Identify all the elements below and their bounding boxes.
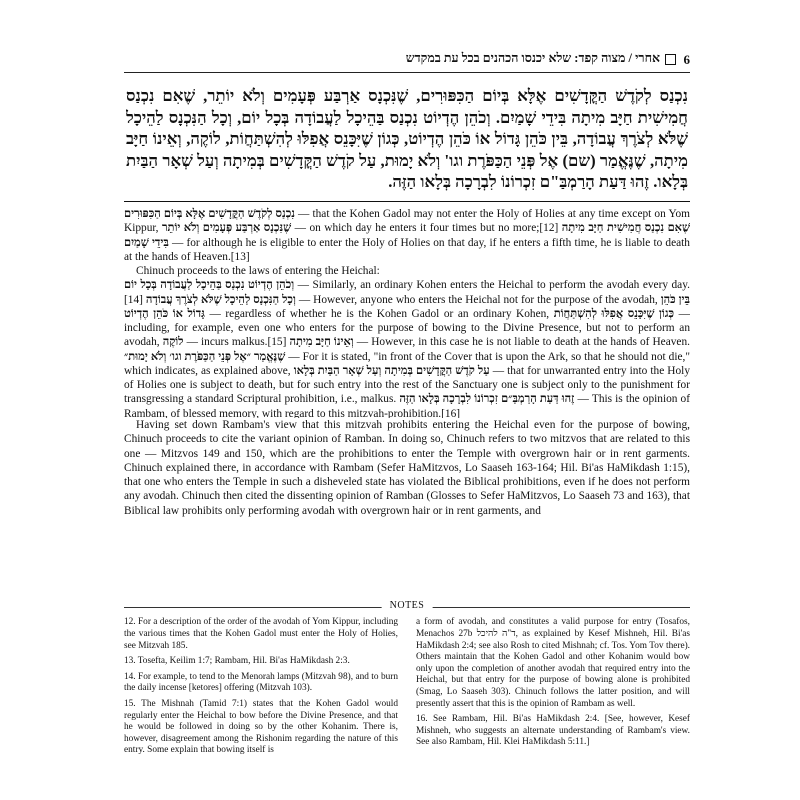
english-gloss: — that the Kohen Gadol may not enter the Holy of Holies at any time except on Yom Kippur, bbox=[124, 208, 690, 235]
footnote: 16. See Rambam, Hil. Bi'as HaMikdash 2:4. [See, however, Kesef Mishneh, who suggests an alternate understanding of Rambam's view. See also Rambam, Hil. Klei HaMikdash 5:11.] bbox=[416, 714, 690, 748]
running-title: אחרי / מצוה קפד: שלא יכנסו הכהנים בכל עת במקדש bbox=[405, 51, 660, 65]
footnote: 15. The Mishnah (Tamid 7:1) states that the Kohen Gadol would regularly enter the Heichal to bow before the Divine Presence, and that he would be followed in doing so by the other Kohanim. There is, however, disagreement among the Rishonim regarding the nature of this entry. Some explain that bowing itself is bbox=[124, 698, 398, 756]
footnote: 13. Tosefta, Keilim 1:7; Rambam, Hil. Bi'as HaMikdash 2:3. bbox=[124, 656, 350, 667]
square-box-icon bbox=[665, 54, 676, 65]
hebrew-phrase: שֶׁנִּכְנָס אַרְבַּע פְּעָמִים וְלֹא יוֹתֵר bbox=[161, 222, 292, 235]
english-commentary bbox=[124, 207, 690, 418]
hebrew-phrase: כְּגוֹן שֶׁיִּכָּנֵס אֲפִלּוּ לְהִשְׁתַּחֲוֹת bbox=[553, 307, 675, 320]
footnote: a form of avodah, and constitutes a valid purpose for entry (Tosafos, Menachos 27b ד"ה להיכל, as explained by Kesef Mishneh, Hil. Bi'as HaMikdash 2:4; see also Rosh to cited Mishnah; cf. Tos. Yom Tov there). Others maintain that the Kohen Gadol and other Kohanim would bow only upon the completion of another avodah that required entry into the Heichal, but that entry for the purpose of bowing alone is prohibited (Smag, Lo Saaseh 303). Chinuch follows the latter position, and will presently assert that this is the opinion of Rambam as well. bbox=[416, 617, 690, 709]
book-page bbox=[124, 50, 690, 770]
english-gloss: — regardless of whether he is the Kohen Gadol or an ordinary Kohen, bbox=[204, 307, 554, 320]
footnotes-left-column bbox=[124, 617, 398, 761]
hebrew-main-text: נִכְנַס לְקֹדֶשׁ הַקֳּדָשִׁים אֶלָּא בְּיוֹם הַכִּפּוּרִים, שֶׁנִּכְנָס אַרְבַּע פְּעָמִים וְלֹא יוֹתֵר, שֶׁאִם נִכְנַס חֲמִישִׁית חַיָּב מִיתָה בִּידֵי שָׁמַיִם. וְכֹהֵן הֶדְיוֹט נִכְנַס בַּהֵיכָל לַעֲבוֹדָה בְּכָל יוֹם, וְכָל הַנִּכְנָס לַהֵיכָל שֶׁלֹּא לְצֹרֶךְ עֲבוֹדָה, בֵּין כֹּהֵן גָּדוֹל אוֹ כֹּהֵן הֶדְיוֹט, כְּגוֹן שֶׁיִּכָּנֵס אֲפִלּוּ לְהִשְׁתַּחֲוֹת, לוֹקֶה, וְאֵינוֹ חַיָּב מִיתָה, שֶׁנֶּאֱמַר (שם) אֶל פְּנֵי הַכַּפֹּרֶת וגו' וְלֹא יָמוּת, עַל קֹדֶשׁ הַקֳּדָשִׁים בְּמִיתָה וְעַל שְׁאָר הַבַּיִת בְּלָאו. זֶהוּ דַּעַת הָרַמְבַּ"ם זִכְרוֹנוֹ לִבְרָכָה בְּלָאו הַזֶּה. bbox=[126, 86, 688, 191]
hebrew-phrase: זֶהוּ דַּעַת הָרַמְבַּ״ם זִכְרוֹנוֹ לִבְרָכָה בְּלָאו הַזֶּה bbox=[399, 393, 575, 406]
hebrew-phrase: וְכֹהֵן הֶדְיוֹט נִכְנַס בַּהֵיכָל לַעֲבוֹדָה בְּכָל יוֹם bbox=[124, 279, 295, 292]
overview-paragraph: Having set down Rambam's view that this mitzvah prohibits entering the Heichal even for the purpose of bowing, Chinuch proceeds to cite the variant opinion of Ramban. In doing so, Chinuch refers to two mitzvos that are related to this one — Mitzvos 149 and 150, which are the prohibitions to enter the Temple with overgrown hair or in rent garments. Chinuch explained there, in accordance with Rambam (Sefer HaMitzvos, Lo Saaseh 163-164; Hil. Bi'as HaMikdash 1:15), that one who enters the Temple in such a disheveled state has violated the Biblical prohibitions, even if he does not perform any avodah. Chinuch then cited the dissenting opinion of Ramban (Glosses to Sefer HaMitzvos, Lo Saaseh 73 and 163), that Biblical law prohibits only performing avodah with overgrown hair or in rent garments, and bbox=[124, 419, 690, 517]
english-gloss: — that for unwarranted entry into the Holy of Holies one is subject to death, but for such entry into the rest of the Sanctuary one is subject only to the punishment for transgressing a standard Scriptural prohibition, i.e., malkus. bbox=[124, 364, 690, 406]
hebrew-phrase: נִכְנַס לְקֹדֶשׁ הַקֳּדָשִׁים אֶלָּא בְּיוֹם הַכִּפּוּרִים bbox=[124, 208, 295, 220]
footnotes bbox=[124, 617, 690, 761]
english-gloss: — incurs malkus.[15] bbox=[183, 336, 290, 349]
english-gloss: — Similarly, an ordinary Kohen enters the Heichal to perform the avodah every day.[14] bbox=[124, 279, 690, 306]
english-gloss: — including, for example, even one who enters for the purpose of bowing to the Divine Presence, but not to perform an avodah, bbox=[124, 307, 690, 349]
english-gloss: — However, in this case he is not liable to death at the hands of Heaven. bbox=[353, 336, 690, 349]
hebrew-phrase: שֶׁאִם נִכְנַס חֲמִישִׁית חַיָּב מִיתָה בִּידֵי שָׁמַיִם bbox=[124, 222, 690, 249]
footnotes-right-column bbox=[416, 617, 690, 761]
notes-title: NOTES bbox=[382, 600, 433, 611]
hebrew-phrase: וְכָל הַנִּכְנָס לַהֵיכָל שֶׁלֹּא לְצֹרֶךְ עֲבוֹדָה bbox=[145, 293, 296, 306]
page-header bbox=[124, 50, 690, 73]
page-number: 6 bbox=[683, 52, 690, 67]
english-gloss: — for although he is eligible to enter the Holy of Holies on that day, if he enters a fifth time, he is liable to death at the hands of Heaven.[13] bbox=[124, 236, 690, 263]
english-gloss: — on which day he enters it four times but no more;[12] bbox=[291, 222, 562, 235]
notes-header bbox=[124, 601, 690, 615]
hebrew-phrase: בֵּין כֹּהֵן גָּדוֹל אוֹ כֹּהֵן הֶדְיוֹט bbox=[124, 293, 690, 320]
english-gloss: — However, anyone who enters the Heichal not for the purpose of the avodah, bbox=[295, 293, 661, 306]
commentary-paragraph bbox=[124, 278, 690, 418]
hebrew-phrase: שֶׁנֶּאֱמַר ״אֶל פְּנֵי הַכַּפֹּרֶת וגו׳ וְלֹא יָמוּת״ bbox=[124, 350, 286, 363]
english-gloss: — This is the opinion of Rambam, of blessed memory, with regard to this mitzvah-prohibition.[16] bbox=[124, 393, 690, 418]
footnote: 14. For example, to tend to the Menorah lamps (Mitzvah 98), and to burn the daily incense [ketores] offering (Mitzvah 103). bbox=[124, 671, 398, 694]
commentary-paragraph bbox=[124, 207, 690, 264]
main-text-divider bbox=[124, 201, 690, 202]
english-gloss: — For it is stated, "in front of the Cover that is upon the Ark, so that he should not die," which indicates, as explained above, bbox=[124, 350, 690, 377]
hebrew-phrase: לוֹקֶה bbox=[162, 336, 184, 349]
footnote: 12. For a description of the order of the avodah of Yom Kippur, including the various times that the Kohen Gadol must enter the Holy of Holies, see Mitzvah 185. bbox=[124, 617, 398, 651]
commentary-paragraph: Chinuch proceeds to the laws of entering the Heichal: bbox=[136, 265, 380, 277]
hebrew-phrase: עַל קֹדֶשׁ הַקֳּדָשִׁים בְּמִיתָה וְעַל שְׁאָר הַבַּיִת בְּלָאו bbox=[293, 364, 490, 377]
hebrew-phrase: וְאֵינוֹ חַיָּב מִיתָה bbox=[289, 336, 354, 349]
